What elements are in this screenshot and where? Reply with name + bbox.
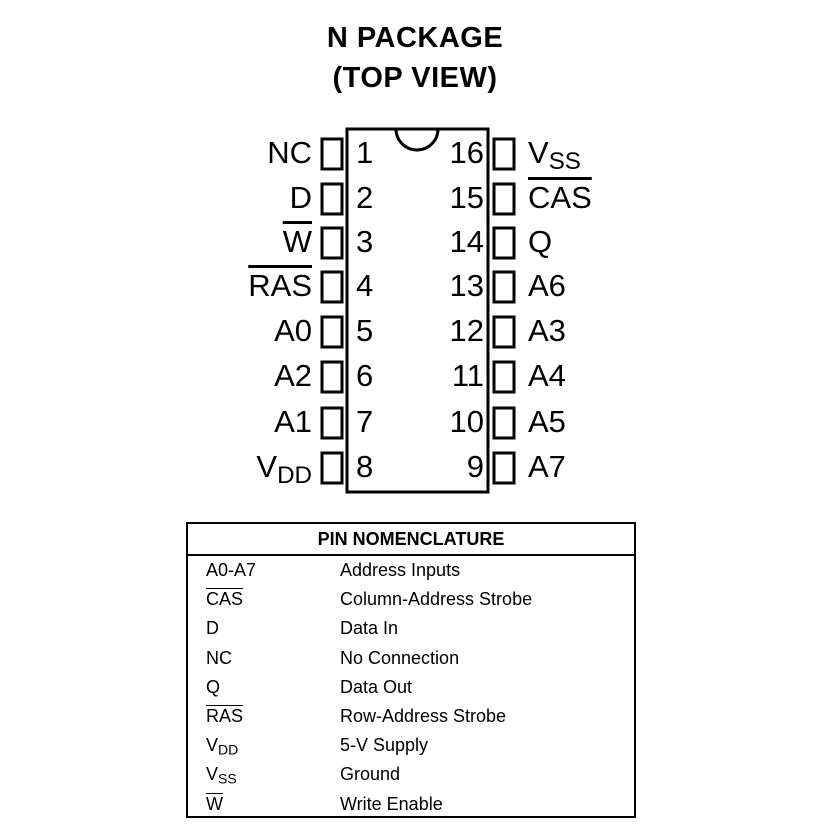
pin-symbol: NC xyxy=(206,647,232,668)
table-row xyxy=(188,760,634,789)
pin-number-13: 13 xyxy=(449,268,484,303)
pin-number-3: 3 xyxy=(356,224,374,259)
pin-symbol: $\overline{RAS}$ xyxy=(206,705,244,726)
pin-name-8: $V_{DD}$ xyxy=(256,449,312,490)
pin-box-15 xyxy=(494,184,514,214)
pin-name-9: A7 xyxy=(528,449,566,484)
table-row xyxy=(188,790,634,819)
pin-number-16: 16 xyxy=(449,135,484,170)
pin-symbol: $V_{DD}$ xyxy=(206,735,239,758)
package-title: N PACKAGE xyxy=(326,22,504,54)
pin-description: Column-Address Strobe xyxy=(340,589,533,610)
table-header: PIN NOMENCLATURE xyxy=(188,524,634,556)
pin-name-12: A3 xyxy=(528,313,566,348)
table-body xyxy=(188,556,634,819)
pin-box-9 xyxy=(494,453,514,483)
pin-number-14: 14 xyxy=(449,224,484,259)
pin-number-12: 12 xyxy=(449,313,484,348)
pin-number-10: 10 xyxy=(449,404,484,439)
table-row xyxy=(188,585,634,614)
pin-name-6: A2 xyxy=(274,358,312,393)
pin-description: Row-Address Strobe xyxy=(340,705,507,726)
pin-box-14 xyxy=(494,228,514,258)
view-subtitle: (TOP VIEW) xyxy=(332,62,498,94)
pin-description: Data Out xyxy=(340,676,413,697)
pin-name-14: Q xyxy=(528,224,553,259)
pin-symbol: $\overline{CAS}$ xyxy=(206,589,244,610)
pin-name-13: A6 xyxy=(528,268,566,303)
table-row xyxy=(188,556,634,585)
pin-box-1 xyxy=(322,139,342,169)
pin-description: Write Enable xyxy=(340,793,443,814)
pin-symbol: Q xyxy=(206,676,221,697)
pin-number-9: 9 xyxy=(466,449,484,484)
pin-name-11: A4 xyxy=(528,358,566,393)
pin-symbol: $V_{SS}$ xyxy=(206,764,237,787)
pin-description: Ground xyxy=(340,764,401,785)
pin-name-1: NC xyxy=(267,135,312,170)
pin-number-11: 11 xyxy=(451,358,484,393)
pin-name-3: $\overline{W}$ xyxy=(282,224,312,259)
pin-name-2: D xyxy=(289,180,312,215)
pin-name-5: A0 xyxy=(274,313,312,348)
pin-box-13 xyxy=(494,272,514,302)
pin-box-12 xyxy=(494,317,514,347)
pin-nomenclature-table xyxy=(186,522,636,818)
pin-box-7 xyxy=(322,408,342,438)
table-row xyxy=(188,644,634,673)
table-row xyxy=(188,673,634,702)
pin-symbol: D xyxy=(206,618,219,639)
pin-number-7: 7 xyxy=(356,404,374,439)
pin-number-4: 4 xyxy=(356,268,374,303)
pin-box-11 xyxy=(494,362,514,392)
pin-name-15: $\overline{CAS}$ xyxy=(528,180,592,215)
pin-description: Address Inputs xyxy=(340,560,461,580)
pin-number-8: 8 xyxy=(356,449,374,484)
pin-number-2: 2 xyxy=(356,180,374,215)
pin-symbol: A0-A7 xyxy=(206,560,257,580)
pin-box-4 xyxy=(322,272,342,302)
pin-box-2 xyxy=(322,184,342,214)
pin-description: Data In xyxy=(340,618,399,639)
pin-box-10 xyxy=(494,408,514,438)
pin-number-5: 5 xyxy=(356,313,374,348)
pin-box-16 xyxy=(494,139,514,169)
pin-box-3 xyxy=(322,228,342,258)
pin-name-16: $V_{SS}$ xyxy=(528,135,581,176)
pin-number-15: 15 xyxy=(449,180,484,215)
pin-name-4: $\overline{RAS}$ xyxy=(248,268,312,303)
pin-box-5 xyxy=(322,317,342,347)
pin-number-1: 1 xyxy=(356,135,374,170)
pin-description: 5-V Supply xyxy=(340,735,429,756)
pin-name-7: A1 xyxy=(274,404,312,439)
table-row xyxy=(188,614,634,643)
table-row xyxy=(188,731,634,760)
pin-box-8 xyxy=(322,453,342,483)
pin-name-10: A5 xyxy=(528,404,566,439)
pin-number-6: 6 xyxy=(356,358,374,393)
table-row xyxy=(188,702,634,731)
pin-symbol: $\overline{W}$ xyxy=(206,793,223,814)
pin-description: No Connection xyxy=(340,647,460,668)
pin-box-6 xyxy=(322,362,342,392)
